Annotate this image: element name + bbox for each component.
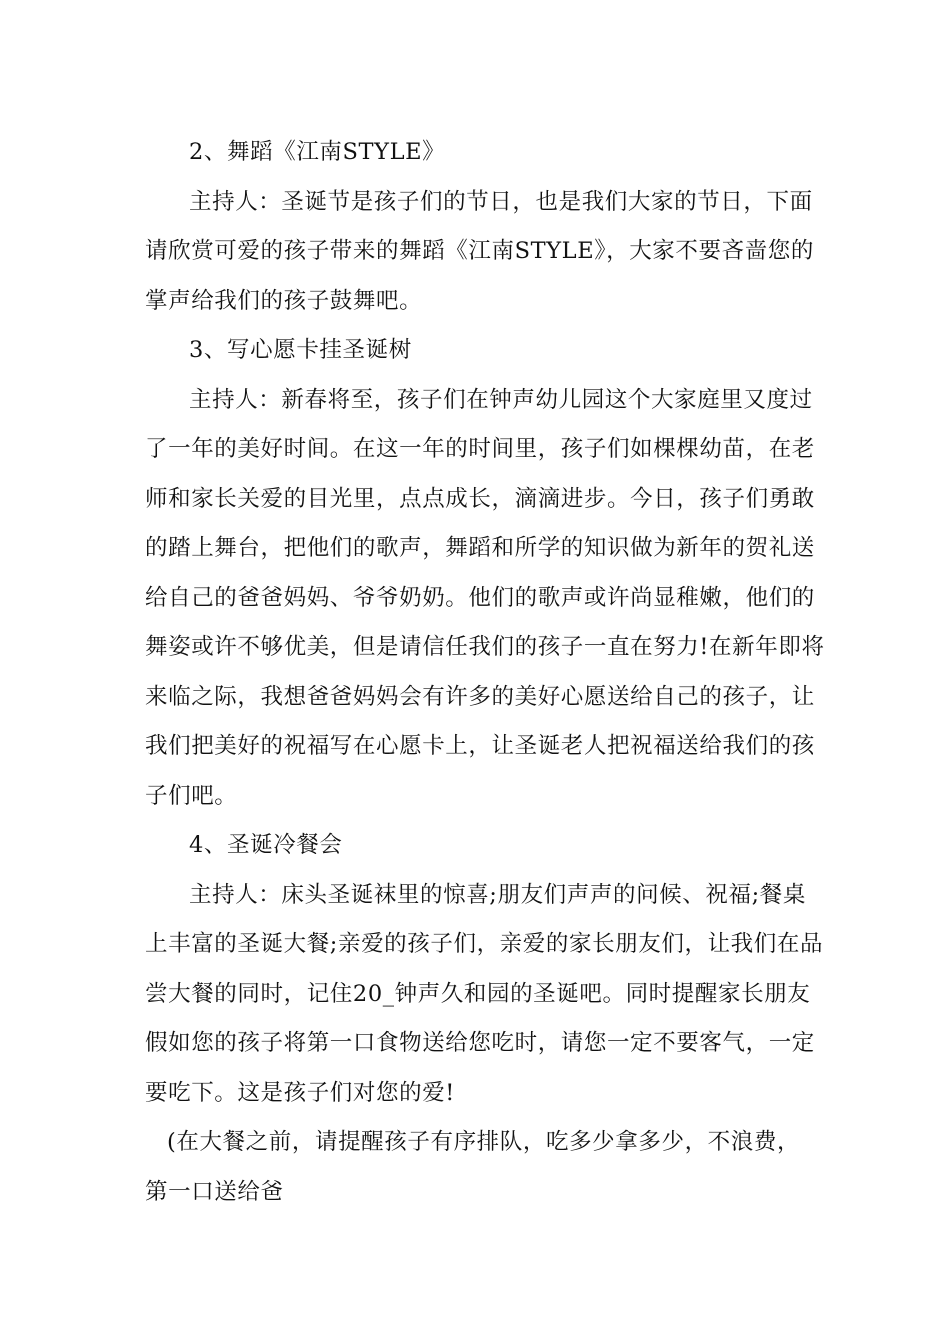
paragraph-line: 的踏上舞台，把他们的歌声，舞蹈和所学的知识做为新年的贺礼送: [145, 535, 815, 561]
paragraph-line: 我们把美好的祝福写在心愿卡上，让圣诞老人把祝福送给我们的孩: [145, 733, 815, 759]
section-heading-dance: 2、舞蹈《江南STYLE》: [189, 139, 446, 165]
paragraph-line: 主持人：床头圣诞袜里的惊喜;朋友们声声的问候、祝福;餐桌: [189, 881, 806, 908]
paragraph-line: 主持人：新春将至，孩子们在钟声幼儿园这个大家庭里又度过: [189, 386, 813, 413]
paragraph-line: 师和家长关爱的目光里，点点成长，滴滴进步。今日，孩子们勇敢: [145, 485, 815, 512]
paragraph-line: 尝大餐的同时，记住20_钟声久和园的圣诞吧。同时提醒家长朋友: [145, 980, 811, 1007]
paragraph-line: 掌声给我们的孩子鼓舞吧。: [145, 287, 423, 314]
paragraph-line: 了一年的美好时间。在这一年的时间里，孩子们如棵棵幼苗，在老: [145, 436, 815, 462]
paragraph-line: 要吃下。这是孩子们对您的爱!: [145, 1079, 455, 1106]
paragraph-line: 给自己的爸爸妈妈、爷爷奶奶。他们的歌声或许尚显稚嫩，他们的: [145, 584, 815, 611]
paragraph-line: 来临之际，我想爸爸妈妈会有许多的美好心愿送给自己的孩子，让: [145, 683, 815, 710]
paragraph-line: 主持人：圣诞节是孩子们的节日，也是我们大家的节日，下面: [189, 188, 813, 215]
document-body: [145, 128, 825, 1217]
paragraph-line: 请欣赏可爱的孩子带来的舞蹈《江南STYLE》，大家不要吝啬您的: [145, 238, 814, 264]
paragraph-line: 第一口送给爸: [145, 1178, 284, 1205]
paragraph-line: (在大餐之前，请提醒孩子有序排队，吃多少拿多少，不浪费，: [167, 1129, 801, 1155]
section-heading-wish-card: 3、写心愿卡挂圣诞树: [189, 337, 412, 363]
paragraph-line: 上丰富的圣诞大餐;亲爱的孩子们，亲爱的家长朋友们，让我们在品: [145, 931, 824, 957]
section-heading-buffet: 4、圣诞冷餐会: [189, 832, 343, 858]
paragraph-line: 子们吧。: [145, 782, 238, 809]
paragraph-line: 假如您的孩子将第一口食物送给您吃时，请您一定不要客气，一定: [145, 1030, 815, 1056]
paragraph-line: 舞姿或许不够优美，但是请信任我们的孩子一直在努力!在新年即将: [145, 634, 825, 660]
